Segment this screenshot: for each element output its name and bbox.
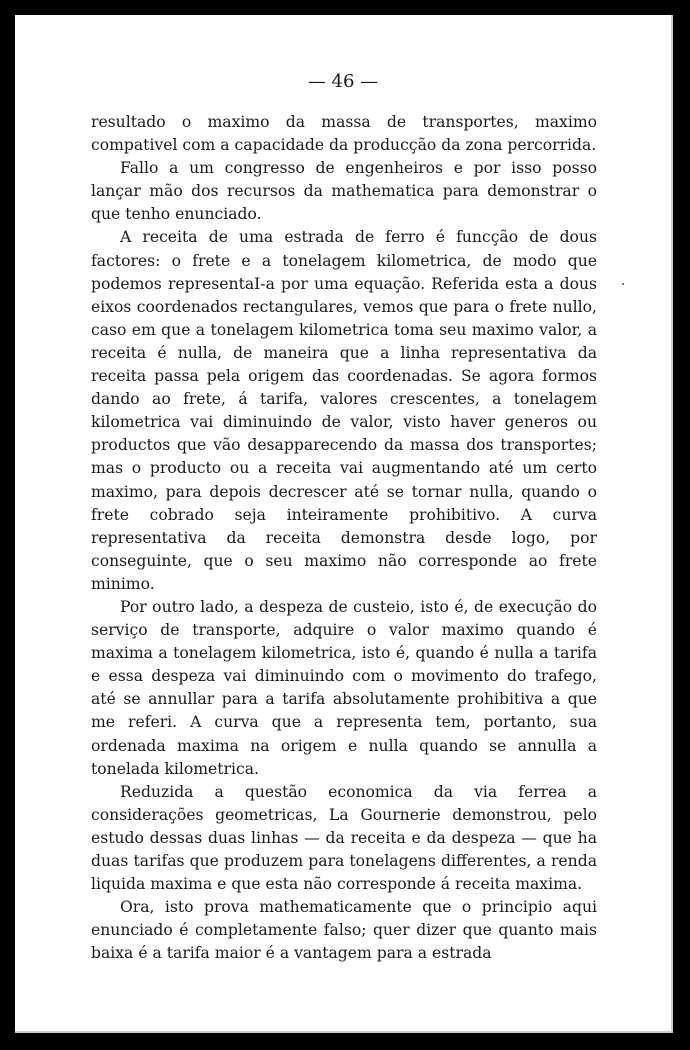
paragraph-4: Por outro lado, a despeza de custeio, isto é, de execução do serviço de transporte, adquire o valor maximo quando é maxima a tonelagem kilometrica, isto é, quando é nulla a tarifa e essa despeza vai diminuindo com o movimento do trafego, até se annullar para a tarifa absolutamente prohibitiva a que me referi. A curva que a representa tem, portanto, sua ordenada maxima na origem e nulla quando se annulla a tonelada kilometrica. xyxy=(91,597,597,778)
book-page xyxy=(15,15,673,1033)
paragraph-1: resultado o maximo da massa de transportes, maximo compativel com a capacidade da producção da zona percorrida. xyxy=(91,113,597,155)
paragraph-2: Fallo a um congresso de engenheiros e por isso posso lançar mão dos recursos da mathematica para demonstrar o que tenho enunciado. xyxy=(91,159,597,224)
page-number: — 46 — xyxy=(307,71,379,92)
paragraph-3: A receita de uma estrada de ferro é funcção de dous factores: o frete e a tonelagem kilometrica, de modo que podemos representaI-a por uma equação. Referida esta a dous eixos coordenados rectangulares, vemos que para o frete nullo, caso em que a tonelagem kilometrica toma seu maximo valor, a receita é nulla, de maneira que a linha representativa da receita passa pela origem das coordenadas. Se agora formos dando ao frete, á tarifa, valores crescentes, a tonelagem kilometrica vai diminuindo de valor, visto haver generos ou productos que vão desapparecendo da massa dos transportes; mas o producto ou a receita vai augmentando até um certo maximo, para depois decrescer até se tornar nulla, quando o frete cobrado seja inteiramente prohibitivo. A curva representativa da receita demonstra desde logo, por conseguinte, que o seu maximo não corresponde ao frete minimo. xyxy=(91,228,597,593)
paragraph-5: Reduzida a questão economica da via ferrea a considerações geometricas, La Gournerie demonstrou, pelo estudo dessas duas linhas — da receita e da despeza — que ha duas tarifas que produzem para tonelagens differentes, a renda liquida maxima e que esta não corresponde á receita maxima. xyxy=(91,782,597,894)
ink-speck xyxy=(622,283,624,285)
body-text xyxy=(91,111,597,965)
paragraph-6: Ora, isto prova mathematicamente que o principio aqui enunciado é completamente falso; quer dizer que quanto mais baixa é a tarifa maior é a vantagem para a estrada xyxy=(91,898,597,963)
